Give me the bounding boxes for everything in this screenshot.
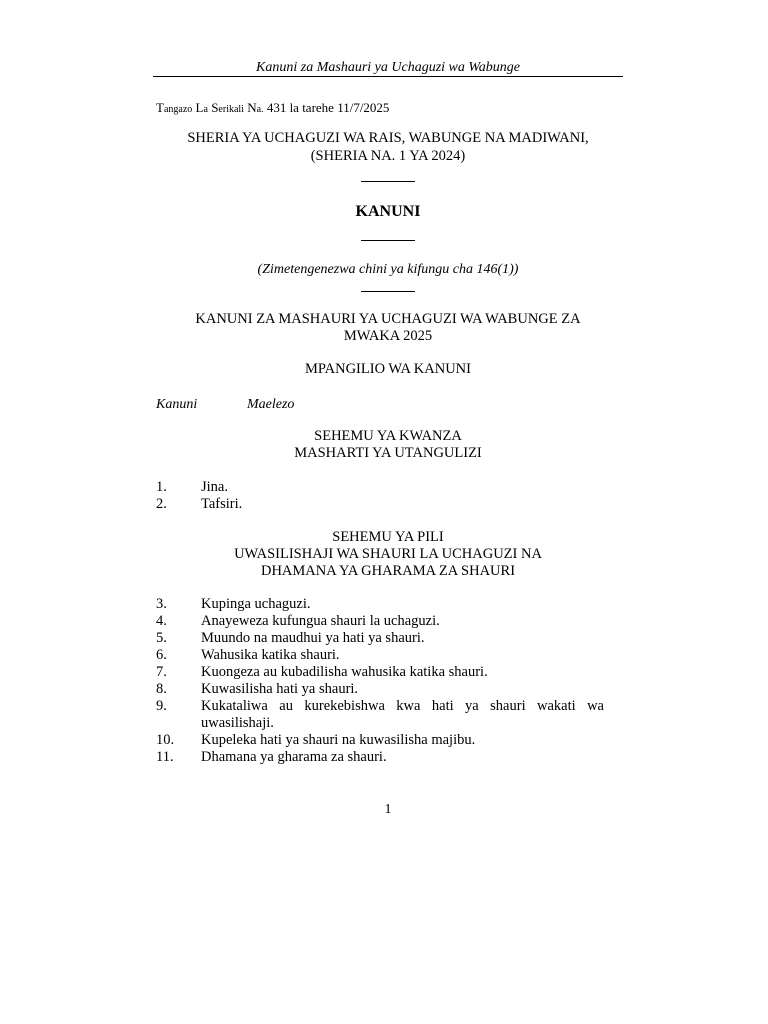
contents-list (156, 596, 604, 766)
item-text: Anayeweza kufungua shauri la uchaguzi. (201, 613, 440, 629)
part-heading-line: SEHEMU YA KWANZA (314, 428, 462, 444)
arrangement-heading: MPANGILIO WA KANUNI (305, 361, 471, 377)
kanuni-heading: KANUNI (355, 203, 421, 220)
item-text: Kupinga uchaguzi. (201, 596, 311, 612)
item-text: Kuongeza au kubadilisha wahusika katika shauri. (201, 664, 488, 680)
list-item (156, 613, 604, 630)
page-number: 1 (384, 802, 392, 817)
list-item (156, 698, 604, 732)
item-number: 11. (156, 749, 174, 765)
part-heading-line: UWASILISHAJI WA SHAURI LA UCHAGUZI NA (234, 546, 542, 562)
made-under-note: (Zimetengenezwa chini ya kifungu cha 146(1)) (257, 262, 519, 277)
item-text: Wahusika katika shauri. (201, 647, 340, 663)
item-number: 7. (156, 664, 167, 680)
column-heading-regulation: Kanuni (156, 397, 198, 412)
item-number: 5. (156, 630, 167, 646)
list-item (156, 664, 604, 681)
notice-number-date: 431 la tarehe 11/7/2025 (266, 100, 390, 115)
part-heading-line: DHAMANA YA GHARAMA ZA SHAURI (260, 563, 516, 579)
list-item (156, 479, 604, 496)
item-number: 3. (156, 596, 167, 612)
column-heading-description: Maelezo (247, 397, 295, 412)
header-rule (153, 76, 623, 77)
list-item (156, 630, 604, 647)
item-number: 10. (156, 732, 175, 748)
regulations-title-line: KANUNI ZA MASHAURI YA UCHAGUZI WA WABUNGE ZA (195, 311, 581, 327)
running-header: Kanuni za Mashauri ya Uchaguzi wa Wabunge (256, 60, 520, 75)
item-text: Kupeleka hati ya shauri na kuwasilisha majibu. (201, 732, 476, 748)
item-text: Dhamana ya gharama za shauri. (201, 749, 387, 765)
item-text: Tafsiri. (201, 496, 243, 512)
regulations-title (153, 311, 623, 345)
separator-rule (361, 240, 415, 241)
act-title-line: (SHERIA NA. 1 YA 2024) (310, 148, 466, 164)
item-number: 6. (156, 647, 167, 663)
regulations-title-line: MWAKA 2025 (343, 328, 433, 344)
item-number: 8. (156, 681, 167, 697)
list-item (156, 749, 604, 766)
item-text: Kukataliwa au kurekebishwa kwa hati ya shauri wakati wa uwasilishaji. (201, 698, 604, 731)
part-heading-line: MASHARTI YA UTANGULIZI (294, 445, 482, 461)
part-heading (153, 428, 623, 462)
part-heading-line: SEHEMU YA PILI (332, 529, 444, 545)
item-text: Muundo na maudhui ya hati ya shauri. (201, 630, 425, 646)
list-item (156, 681, 604, 698)
list-item (156, 596, 604, 613)
item-number: 4. (156, 613, 167, 629)
item-number: 1. (156, 479, 167, 495)
item-number: 2. (156, 496, 167, 512)
item-text: Kuwasilisha hati ya shauri. (201, 681, 359, 697)
item-number: 9. (156, 698, 167, 714)
item-text: Jina. (201, 479, 228, 495)
list-item (156, 496, 604, 513)
act-title (153, 129, 623, 165)
government-notice: Tangazo La Serikali Na. 431 la tarehe 11/7/2025 (156, 100, 390, 115)
separator-rule (361, 181, 415, 182)
contents-list (156, 479, 604, 513)
list-item (156, 647, 604, 664)
part-heading (153, 529, 623, 580)
act-title-line: SHERIA YA UCHAGUZI WA RAIS, WABUNGE NA MADIWANI, (187, 130, 589, 146)
list-item (156, 732, 604, 749)
separator-rule (361, 291, 415, 292)
